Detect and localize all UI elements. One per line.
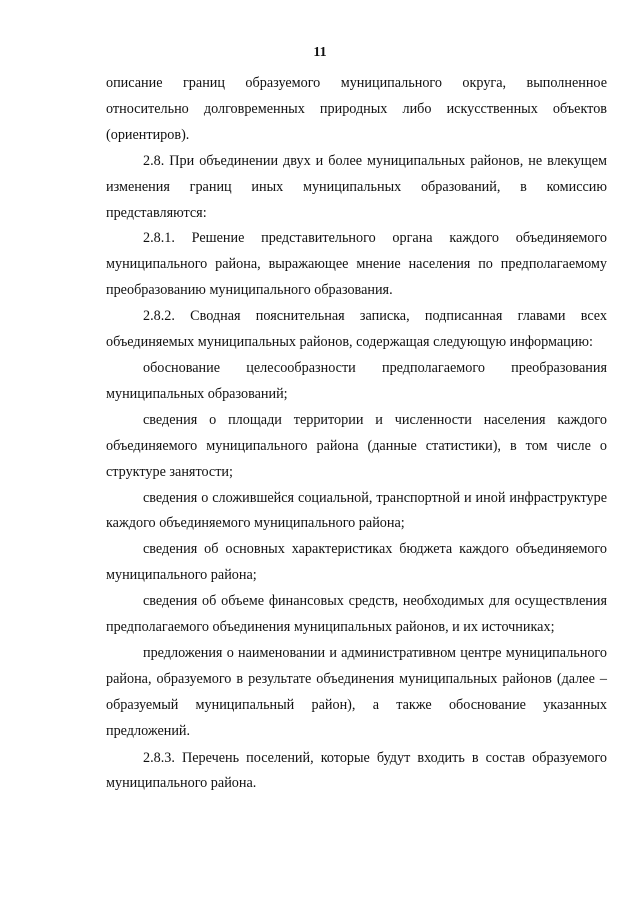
list-item-justification: обоснование целесообразности предполагаемого преобразования муниципальных образований; [106,359,607,402]
document-body [106,71,607,797]
paragraph-2-8-3: 2.8.3. Перечень поселений, которые будут входить в состав образуемого муниципального района. [106,749,607,792]
list-item-budget: сведения об основных характеристиках бюджета каждого объединяемого муниципального района; [106,541,607,584]
paragraph-2-8-2: 2.8.2. Сводная пояснительная записка, подписанная главами всех объединяемых муниципальных районов, содержащая следующую информацию: [106,308,607,351]
paragraph-2-8-1: 2.8.1. Решение представительного органа каждого объединяемого муниципального района, выражающее мнение населения по предполагаемому преобразованию муниципального образования. [106,230,607,299]
list-item-finance: сведения об объеме финансовых средств, необходимых для осуществления предполагаемого объединения муниципальных районов, и их источниках; [106,593,607,636]
paragraph-boundary-description: описание границ образуемого муниципального округа, выполненное относительно долговременных природных либо искусственных объектов (ориентиров). [106,75,607,143]
page-number: 11 [313,45,327,60]
list-item-infrastructure: сведения о сложившейся социальной, транспортной и иной инфраструктуре каждого объединяемого муниципального района; [106,489,607,532]
list-item-name-proposals: предложения о наименовании и административном центре муниципального района, образуемого в результате объединения муниципальных районов (далее – образуемый муниципальный район), а также обоснование указанных предложений. [106,644,607,739]
paragraph-2-8: 2.8. При объединении двух и более муниципальных районов, не влекущем изменения границ иных муниципальных образований, в комиссию представляются: [106,152,607,221]
list-item-territory: сведения о площади территории и численности населения каждого объединяемого муниципального района (данные статистики), в том числе о структуре занятости; [106,411,607,480]
